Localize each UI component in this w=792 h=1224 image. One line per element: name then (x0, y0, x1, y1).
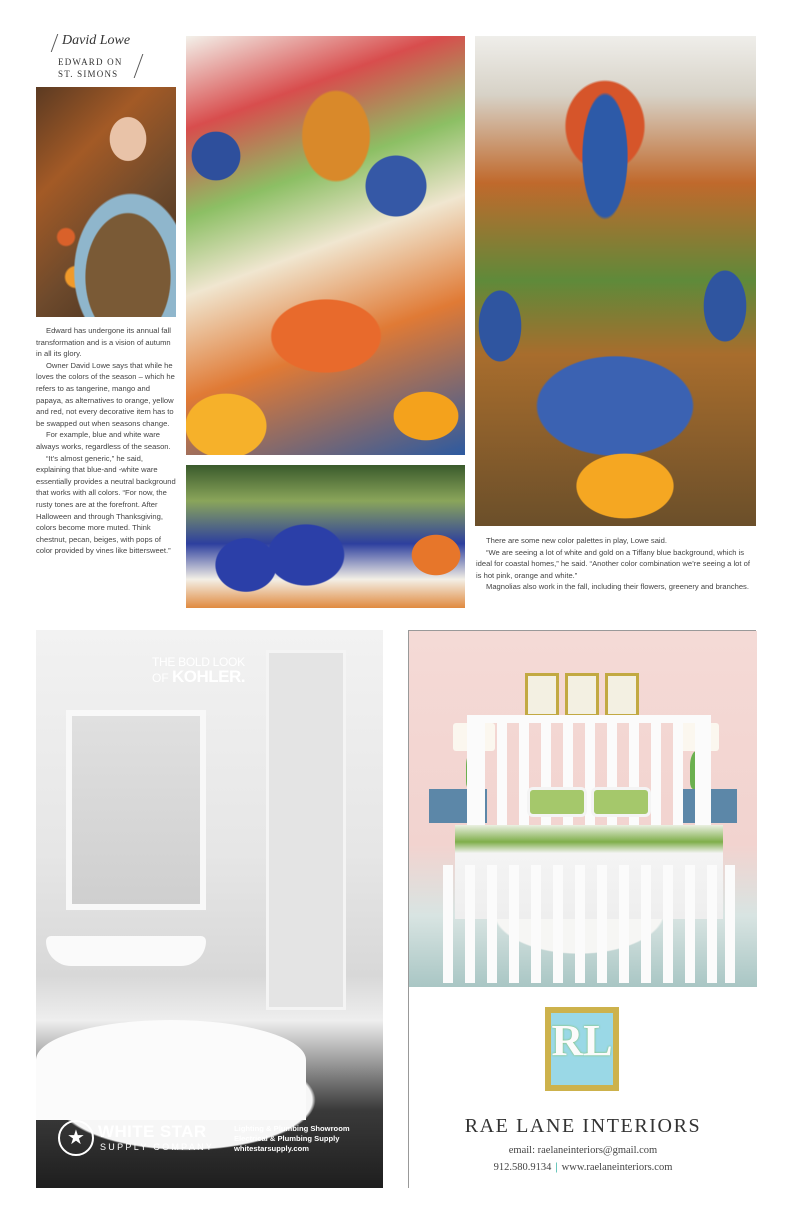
kohler-logo-text: KOHLER. (172, 667, 246, 686)
rae-lane-advertisement[interactable] (408, 630, 756, 1188)
contact-separator: | (555, 1162, 558, 1173)
shop-display-photo (186, 36, 465, 455)
website-link[interactable]: whitestarsupply.com (234, 1144, 309, 1153)
rae-lane-email[interactable]: email: raelaneinteriors@gmail.com (508, 1145, 658, 1156)
candle-display-photo (186, 465, 465, 608)
headboard (467, 715, 711, 835)
rae-lane-name: RAE LANE INTERIORS (464, 1115, 702, 1137)
white-star-logo-icon: ★ (58, 1120, 94, 1156)
article-paragraph: There are some new color palettes in play, Lowe said. (486, 536, 667, 545)
kohler-advertisement[interactable] (36, 630, 383, 1188)
article-paragraph: Magnolias also work in the fall, including their flowers, greenery and branches. (486, 582, 749, 592)
white-star-name: WHITE STAR (98, 1122, 207, 1141)
footboard (443, 865, 735, 983)
article-paragraph: Owner David Lowe says that while he loves the colors of the season – which he refers to as tangerine, mango and papaya, as alternatives to orange, yellow and red, not every decorative item has to be swapped out when seasons change. (36, 360, 175, 428)
kohler-tagline-of: OF (152, 671, 169, 685)
pillow (527, 787, 587, 817)
info-line: Electrical & Plumbing Supply (234, 1134, 340, 1143)
byline-divider (51, 34, 59, 52)
article-left-column (36, 325, 176, 557)
column-title (58, 56, 142, 80)
column-title-line2: ST. SIMONS (58, 69, 119, 79)
column-title-line1: EDWARD ON (58, 57, 123, 67)
door-image (266, 650, 346, 1010)
rae-lane-phone[interactable]: 912.580.9134 (493, 1162, 552, 1173)
white-star-subtitle: SUPPLY COMPANY (100, 1142, 215, 1152)
article-paragraph: “We are seeing a lot of white and gold on a Tiffany blue background, which is ideal for coastal homes,” he said. “Another color combination we’re seeing a lot of is hot pink, orange and white.” (476, 547, 750, 580)
kohler-tagline: THE BOLD LOOK (152, 655, 245, 669)
mirror-image (66, 710, 206, 910)
article-paragraph: “It’s almost generic,” he said, explaining that blue-and -white ware essentially provides a neutral background that works with all colors. “For now, the rusty tones are at the forefront. After Halloween and through Thanksgiving, colors become more muted. Think chestnut, pecan, beiges, with pops of color provided by vines like bittersweet.” (36, 453, 176, 556)
wreath-display-photo (475, 36, 756, 526)
kohler-brand (152, 667, 246, 686)
rae-lane-website[interactable]: www.raelaneinteriors.com (561, 1162, 673, 1173)
rae-lane-contact (409, 1162, 757, 1173)
info-line: Lighting & Plumbing Showroom (234, 1124, 350, 1133)
bathtub-image (36, 1020, 306, 1120)
pillow (591, 787, 651, 817)
article-paragraph: For example, blue and white ware always works, regardless of the season. (36, 430, 171, 451)
rae-lane-logo-icon (539, 1001, 625, 1097)
article-right-column (476, 535, 756, 593)
bed-image (431, 705, 747, 983)
article-paragraph: Edward has undergone its annual fall transformation and is a vision of autumn in all its glory. (36, 326, 171, 359)
author-name: David Lowe (62, 33, 131, 48)
white-star-info (234, 1124, 350, 1154)
sink-image (46, 936, 206, 966)
bedroom-photo (409, 631, 757, 987)
portrait-photo (36, 87, 176, 317)
rae-lane-monogram: RL (551, 1016, 613, 1065)
